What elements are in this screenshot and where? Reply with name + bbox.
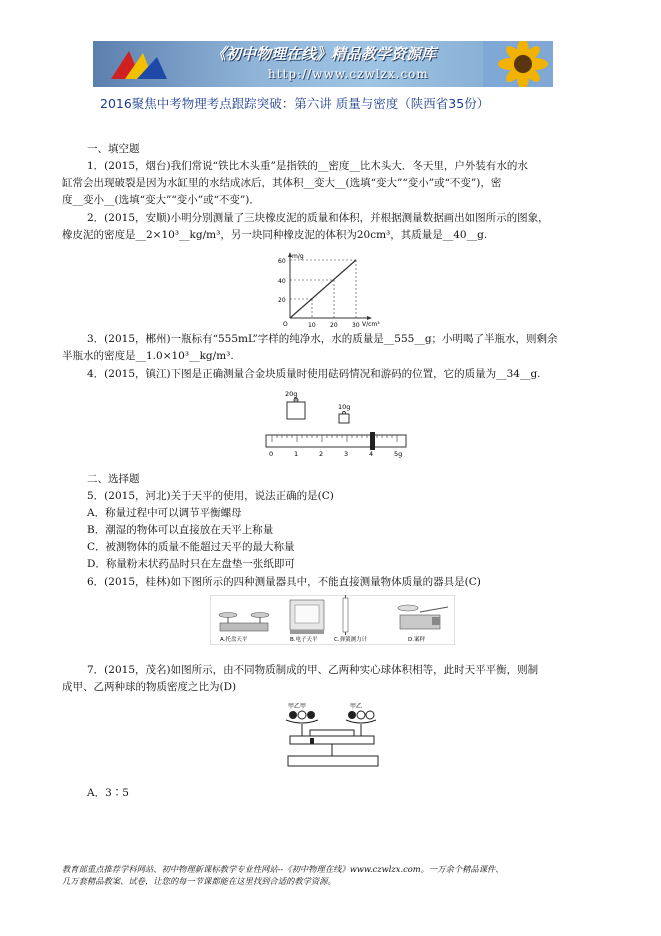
question-7-option-a: A．3∶5: [87, 787, 129, 799]
spring-scale-icon: [343, 595, 348, 635]
banner-url[interactable]: http://www.czwlzx.com: [268, 67, 429, 81]
question-3-line-2: 半瓶水的密度是__1.0×10³__kg/m³.: [62, 350, 234, 362]
question-2-line-2: 橡皮泥的密度是__2×10³__kg/m³，另一块同种橡皮泥的体积为20cm³，其质量是__40__g.: [62, 229, 488, 241]
right-pan-label: 甲乙: [350, 703, 363, 710]
footer-note: [62, 863, 504, 888]
section-heading-choice: 二、选择题: [87, 473, 140, 485]
question-2-line-1: 2．(2015，安顺)小明分别测量了三块橡皮泥的质量和体积，并根据测量数据画出如图所示的图象，: [87, 212, 549, 224]
graph-y-unit: m/g: [292, 253, 304, 260]
rider-marker-icon: [370, 432, 375, 450]
scale-tick-1: 1: [294, 450, 299, 458]
weight-20g-label: 20g: [285, 390, 298, 398]
question-3-line-1: 3．(2015，郴州)一瓶标有“555mL”字样的纯净水，水的质量是__555__g；小明喝了半瓶水，则剩余: [87, 333, 558, 345]
balance-with-balls-figure: [280, 700, 390, 772]
graph-x-unit: V/cm³: [362, 321, 380, 328]
mass-volume-graph: [270, 250, 380, 330]
graph-x-tick-10: 10: [308, 322, 316, 329]
sunflower-icon: [483, 41, 553, 87]
document-title: 2016聚焦中考物理考点跟踪突破：第六讲 质量与密度（陕西省35份）: [100, 96, 490, 111]
question-5-option-b: B．潮湿的物体可以直接放在天平上称量: [87, 524, 274, 536]
measuring-instruments-figure: [210, 595, 455, 645]
footer-line-1: 教育部重点推荐学科网站、初中物理新课标教学专业性网站--《初中物理在线》www.czwlzx.com。一万余个精品课件、: [62, 864, 504, 874]
instrument-d-label: D.案秤: [408, 637, 425, 643]
graph-y-tick-20: 20: [278, 297, 286, 304]
question-5-option-a: A．称量过程中可以调节平衡螺母: [87, 507, 242, 519]
scale-tick-5g: 5g: [394, 450, 403, 458]
header-banner: [93, 41, 553, 87]
question-7-line-1: 7．(2015，茂名)如图所示，由不同物质制成的甲、乙两种实心球体积相等，此时天平平衡，则制: [87, 664, 539, 676]
graph-x-tick-20: 20: [330, 322, 338, 329]
weight-10g-icon: [339, 414, 349, 423]
density-line: [290, 260, 356, 318]
question-7-line-2: 成甲、乙两种球的物质密度之比为(D): [62, 681, 237, 693]
section-heading-fill-in: 一、填空题: [87, 143, 140, 155]
question-1-line-3: 度__变小__(选填“变大”“变小”或“不变”)．: [62, 194, 260, 206]
question-1-line-2: 缸常会出现破裂是因为水缸里的水结成冰后，其体积__变大__(选填“变大”“变小”或“不变”)，密: [62, 177, 502, 189]
question-6: 6．(2015，桂林)如下图所示的四种测量器具中，不能直接测量物体质量的器具是(C): [87, 576, 481, 588]
graph-origin: O: [283, 321, 288, 328]
instrument-c-label: C.弹簧测力计: [334, 637, 368, 643]
graph-x-tick-30: 30: [352, 322, 360, 329]
question-5-stem: 5．(2015，河北)关于天平的使用，说法正确的是(C): [87, 490, 334, 502]
weight-10g-label: 10g: [338, 403, 351, 411]
weights-and-rider-figure: [260, 387, 410, 459]
graph-y-tick-40: 40: [278, 278, 286, 285]
question-4: 4．(2015，镇江)下图是正确测量合金块质量时使用砝码情况和游码的位置，它的质量为__34__g.: [87, 368, 541, 380]
site-logo-icon: [107, 49, 197, 81]
scale-tick-4: 4: [369, 450, 374, 458]
scale-tick-0: 0: [269, 450, 274, 458]
graph-y-tick-60: 60: [278, 258, 286, 265]
question-1-line-1: 1．(2015，烟台)我们常说“铁比木头重”是指铁的__密度__比木头大．冬天里，户外装有水的水: [87, 160, 528, 172]
banner-title: 《初中物理在线》精品教学资源库: [211, 45, 437, 63]
instrument-b-label: B.电子天平: [290, 637, 318, 643]
scale-tick-2: 2: [319, 450, 324, 458]
weight-20g-icon: [287, 402, 305, 419]
question-5-option-c: C．被测物体的质量不能超过天平的最大称量: [87, 541, 295, 553]
left-pan-label: 甲乙甲: [288, 703, 307, 710]
footer-line-2: 几万套精品教案、试卷，让您的每一节课都能在这里找到合适的教学资源。: [62, 876, 336, 887]
instrument-a-label: A.托盘天平: [220, 637, 248, 643]
question-5-option-d: D．称量粉末状药品时只在左盘垫一张纸即可: [87, 558, 295, 570]
electronic-balance-icon: [290, 600, 324, 634]
scale-tick-3: 3: [344, 450, 349, 458]
